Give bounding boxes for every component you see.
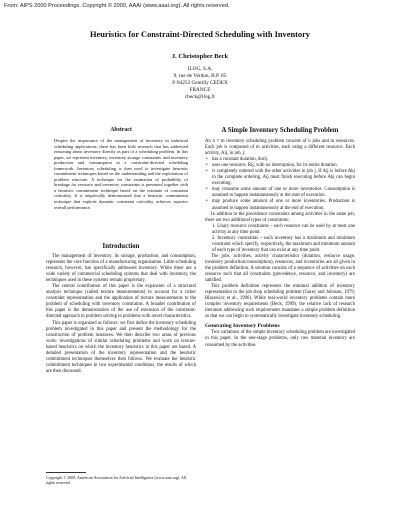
intro-body: [46, 254, 196, 375]
footnote-rule: [46, 472, 86, 473]
abstract-text: Despite the importance of the management of inventory in industrial scheduling applications, there has been little research that has addressed reasoning about inventory directly as part of a scheduling problem. In this paper, we represent inventory, inventory storage constraints, and inventory production and consumption in a constraint-directed scheduling framework. Inventory scheduling is then used to investigate heuristic commitment techniques based on the understanding and the exploitation of problem structure. A technique for the estimation of probability of breakage for resource and inventory constraints is presented together with a heuristic commitment technique based on the estimate of constraint criticality. It is empirically demonstrated that a heuristic commitment technique that exploits dynamic constraint criticality achieves superior overall performance.: [54, 138, 188, 210]
affiliation-line: 9, rue de Verdun, B.P. 85: [173, 73, 227, 79]
copyright-footnote: Copyright © 2000, American Association for Artificial Intelligence (www.aaai.org). All rights reserved.: [46, 475, 187, 485]
list-item: 2. Inventory constraints – each inventory has a maximum and minimum constraint which specify, respectively, the maximum and minimum amount of each type of inventory that can exist at any time point.: [212, 235, 356, 253]
author-email: cbeck@ilog.fr: [184, 94, 216, 100]
paragraph: In addition to the precedence constraints among activities in the same job, there are two additional types of constraints:: [205, 211, 355, 223]
intro-heading: Introduction: [102, 243, 140, 250]
section-body: [205, 139, 355, 349]
list-item-text: Unary resource constraints – each resource can be used by at most one activity at any time point.: [212, 223, 355, 235]
affiliation-line: FRANCE: [189, 87, 211, 93]
list-item-text: Inventory constraints – each inventory has a maximum and minimum constraint which specify, respectively, the maximum and minimum amount of each type of inventory that can exist at any time point.: [212, 235, 356, 253]
constraint-types-list: [205, 224, 355, 254]
abstract-heading: Abstract: [110, 127, 132, 133]
section-heading: A Simple Inventory Scheduling Problem: [221, 127, 339, 134]
list-item: 1. Unary resource constraints – each resource can be used by at most one activity at any time point.: [212, 223, 355, 235]
list-item: • may consume some amount of one or more inventories. Consumption is assumed to happen instantaneously at the start of execution.: [212, 187, 355, 199]
section-intro: An n × m inventory scheduling problem consists of n jobs and m resources. Each job is composed of m activities, each using a different resource. Each activity, Aij, in job, j:: [205, 139, 355, 157]
paper-title: Heuristics for Constraint-Directed Scheduling with Inventory: [90, 30, 310, 39]
list-item: • is completely ordered with the other activities in job j. If Aij is before Akj in the complete ordering, Aij must finish executing before Akj can begin executing.: [212, 169, 355, 187]
list-item: • has a constant duration, durij.: [212, 157, 355, 163]
list-item: • may produce some amount of one or more inventories. Production is assumed to happen instantaneously at the end of execution.: [212, 199, 355, 211]
paragraph: The jobs, activities, activity characteristics (duration, resource usage, inventory production/consumption), resources, and inventories are all given in the problem definition. A solution consists of a sequence of activities on each resource such that all constraints (precedence, resource, and inventory) are satisfied.: [205, 253, 355, 284]
subsection-heading: Generating Inventory Problems: [205, 323, 280, 330]
intro-paragraph: This paper is organized as follows: we first define the inventory scheduling problem investigated in this paper and present the methodology for the construction of problem instances. We then describe two areas of previous work: investigations of similar scheduling problems and work on texture-based heuristics on which the inventory heuristics in this paper are based. A detailed presentation of the inventory representation and the heuristic commitment techniques themselves then follows. We evaluate the heuristic commitment techniques in two experimental conditions, the results of which are then discussed.: [46, 320, 196, 374]
affiliation-line: F-94253 Gentilly CEDEX: [172, 80, 228, 86]
affiliation-line: ILOG, S.A.: [187, 66, 213, 72]
affiliation-block: [0, 66, 400, 101]
paragraph: Two variations of the simple inventory scheduling problem are investigated in this paper. In the one-stage problems, only raw material inventory are consumed by the activities: [205, 330, 355, 348]
activity-properties-list: [205, 157, 355, 211]
paragraph: This problem definition represents the minimal addition of inventory representation to the job shop scheduling problem (Garey and Johnson, 1979; Blazewicz et al., 1996). While real-world inventory problems contain more complex inventory requirements (Beck, 1999), the relative lack of research literature addressing such requirements mandates a simple problem definition so that we can begin to systematically investigate inventory scheduling.: [205, 284, 355, 320]
list-item: • uses one resource, Rij, with no interruption, for its entire duration.: [212, 163, 355, 169]
intro-paragraph: The management of inventory, its storage, production, and consumption, represents the core function of a manufacturing organization. Little scheduling research, however, has specifically addressed inventory. While there are a wide variety of commercial scheduling systems that deal with inventory, the techniques used in these systems remain proprietary.: [46, 254, 196, 284]
intro-paragraph: The central contribution of this paper is the expansion of a structural analysis technique (called texture measurements) to account for a richer constraint representation and the application of texture measurements to the problem of scheduling with inventory constraints. A broader contribution of this paper is the demonstration of the use of extension of the constraint-directed approach to problem solving to problems with novel characteristics.: [46, 284, 196, 320]
header-note: From: AIPS 2000 Proceedings. Copyright © 2000, AAAI (www.aaai.org). All rights reserved.: [4, 3, 230, 9]
author-name: J. Christopher Beck: [171, 53, 229, 60]
